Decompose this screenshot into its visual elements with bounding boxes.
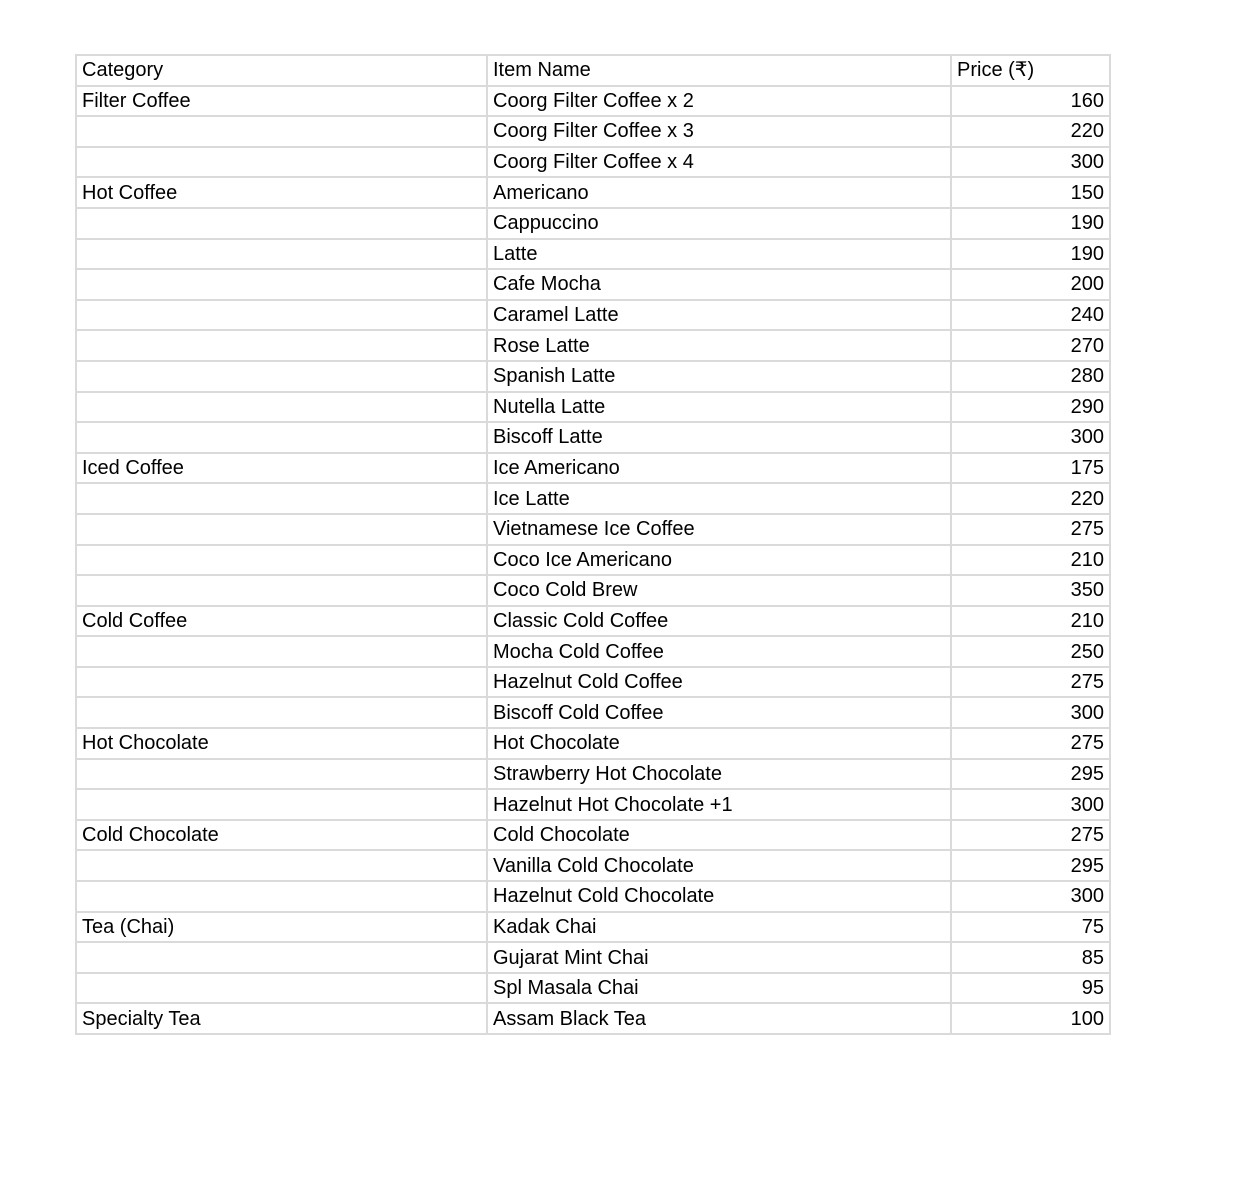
cell-price[interactable]: 300 [951, 881, 1110, 912]
cell-price[interactable]: 100 [951, 1003, 1110, 1034]
cell-price[interactable]: 300 [951, 147, 1110, 178]
table-row [76, 300, 1110, 331]
cell-item-name[interactable]: Spl Masala Chai [487, 973, 951, 1004]
cell-item-name[interactable]: Classic Cold Coffee [487, 606, 951, 637]
table-row [76, 789, 1110, 820]
table-row [76, 820, 1110, 851]
table-row [76, 361, 1110, 392]
cell-category[interactable] [76, 545, 487, 576]
cell-category[interactable] [76, 759, 487, 790]
cell-item-name[interactable]: Biscoff Cold Coffee [487, 697, 951, 728]
cell-item-name[interactable]: Ice Latte [487, 483, 951, 514]
cell-category[interactable] [76, 208, 487, 239]
cell-item-name[interactable]: Strawberry Hot Chocolate [487, 759, 951, 790]
table-row [76, 881, 1110, 912]
cell-item-name[interactable]: Biscoff Latte [487, 422, 951, 453]
cell-item-name[interactable]: Spanish Latte [487, 361, 951, 392]
cell-category[interactable]: Iced Coffee [76, 453, 487, 484]
cell-category[interactable] [76, 667, 487, 698]
cell-category[interactable] [76, 483, 487, 514]
cell-price[interactable]: 200 [951, 269, 1110, 300]
cell-item-name[interactable]: Vanilla Cold Chocolate [487, 850, 951, 881]
table-row [76, 453, 1110, 484]
cell-category[interactable] [76, 514, 487, 545]
menu-price-table [75, 54, 1111, 1035]
cell-price[interactable]: 300 [951, 697, 1110, 728]
cell-item-name[interactable]: Coco Ice Americano [487, 545, 951, 576]
cell-item-name[interactable]: Kadak Chai [487, 912, 951, 943]
cell-price[interactable]: 220 [951, 116, 1110, 147]
header-item-name[interactable]: Item Name [487, 55, 951, 86]
cell-price[interactable]: 95 [951, 973, 1110, 1004]
cell-category[interactable] [76, 697, 487, 728]
cell-category[interactable] [76, 392, 487, 423]
cell-price[interactable]: 275 [951, 667, 1110, 698]
cell-price[interactable]: 275 [951, 820, 1110, 851]
cell-price[interactable]: 175 [951, 453, 1110, 484]
table-row [76, 514, 1110, 545]
cell-price[interactable]: 150 [951, 177, 1110, 208]
cell-price[interactable]: 190 [951, 208, 1110, 239]
cell-item-name[interactable]: Latte [487, 239, 951, 270]
cell-category[interactable]: Cold Coffee [76, 606, 487, 637]
table-row [76, 697, 1110, 728]
table-row [76, 177, 1110, 208]
cell-item-name[interactable]: Cafe Mocha [487, 269, 951, 300]
cell-price[interactable]: 280 [951, 361, 1110, 392]
table-row [76, 208, 1110, 239]
cell-category[interactable]: Tea (Chai) [76, 912, 487, 943]
cell-price[interactable]: 210 [951, 606, 1110, 637]
cell-price[interactable]: 290 [951, 392, 1110, 423]
table-row [76, 422, 1110, 453]
table-row [76, 483, 1110, 514]
cell-item-name[interactable]: Cappuccino [487, 208, 951, 239]
table-row [76, 86, 1110, 117]
table-row [76, 850, 1110, 881]
table-row [76, 759, 1110, 790]
cell-category[interactable]: Filter Coffee [76, 86, 487, 117]
cell-item-name[interactable]: Coorg Filter Coffee x 3 [487, 116, 951, 147]
cell-category[interactable]: Hot Coffee [76, 177, 487, 208]
cell-category[interactable] [76, 422, 487, 453]
cell-item-name[interactable]: Caramel Latte [487, 300, 951, 331]
table-row [76, 330, 1110, 361]
table-row [76, 606, 1110, 637]
table-row [76, 973, 1110, 1004]
cell-category[interactable] [76, 850, 487, 881]
table-row [76, 269, 1110, 300]
cell-price[interactable]: 275 [951, 514, 1110, 545]
cell-item-name[interactable]: Coorg Filter Coffee x 4 [487, 147, 951, 178]
cell-item-name[interactable]: Hazelnut Cold Coffee [487, 667, 951, 698]
cell-price[interactable]: 270 [951, 330, 1110, 361]
cell-category[interactable] [76, 147, 487, 178]
cell-price[interactable]: 75 [951, 912, 1110, 943]
cell-item-name[interactable]: Vietnamese Ice Coffee [487, 514, 951, 545]
table-header-row [76, 55, 1110, 86]
cell-item-name[interactable]: Coco Cold Brew [487, 575, 951, 606]
cell-price[interactable]: 295 [951, 759, 1110, 790]
table-row [76, 116, 1110, 147]
table-row [76, 545, 1110, 576]
cell-category[interactable] [76, 361, 487, 392]
cell-category[interactable] [76, 973, 487, 1004]
cell-item-name[interactable]: Assam Black Tea [487, 1003, 951, 1034]
table-row [76, 1003, 1110, 1034]
table-row [76, 667, 1110, 698]
cell-item-name[interactable]: Rose Latte [487, 330, 951, 361]
cell-category[interactable] [76, 116, 487, 147]
cell-category[interactable] [76, 300, 487, 331]
cell-item-name[interactable]: Gujarat Mint Chai [487, 942, 951, 973]
cell-price[interactable]: 240 [951, 300, 1110, 331]
cell-price[interactable]: 295 [951, 850, 1110, 881]
table-row [76, 728, 1110, 759]
table-row [76, 147, 1110, 178]
cell-item-name[interactable]: Hazelnut Cold Chocolate [487, 881, 951, 912]
cell-item-name[interactable]: Hot Chocolate [487, 728, 951, 759]
table-row [76, 942, 1110, 973]
cell-category[interactable]: Hot Chocolate [76, 728, 487, 759]
cell-category[interactable] [76, 881, 487, 912]
cell-category[interactable] [76, 942, 487, 973]
cell-item-name[interactable]: Americano [487, 177, 951, 208]
cell-category[interactable] [76, 636, 487, 667]
cell-item-name[interactable]: Ice Americano [487, 453, 951, 484]
cell-price[interactable]: 160 [951, 86, 1110, 117]
cell-price[interactable]: 300 [951, 789, 1110, 820]
table-row [76, 239, 1110, 270]
cell-category[interactable] [76, 239, 487, 270]
cell-category[interactable] [76, 269, 487, 300]
cell-price[interactable]: 250 [951, 636, 1110, 667]
cell-item-name[interactable]: Nutella Latte [487, 392, 951, 423]
header-category[interactable]: Category [76, 55, 487, 86]
table-body [76, 86, 1110, 1034]
table-row [76, 636, 1110, 667]
table-row [76, 392, 1110, 423]
table-row [76, 912, 1110, 943]
cell-item-name[interactable]: Coorg Filter Coffee x 2 [487, 86, 951, 117]
table-row [76, 575, 1110, 606]
cell-category[interactable] [76, 789, 487, 820]
cell-item-name[interactable]: Mocha Cold Coffee [487, 636, 951, 667]
cell-category[interactable] [76, 575, 487, 606]
cell-category[interactable]: Cold Chocolate [76, 820, 487, 851]
cell-price[interactable]: 350 [951, 575, 1110, 606]
cell-price[interactable]: 85 [951, 942, 1110, 973]
cell-price[interactable]: 300 [951, 422, 1110, 453]
cell-category[interactable] [76, 330, 487, 361]
cell-price[interactable]: 210 [951, 545, 1110, 576]
cell-price[interactable]: 190 [951, 239, 1110, 270]
cell-category[interactable]: Specialty Tea [76, 1003, 487, 1034]
cell-item-name[interactable]: Hazelnut Hot Chocolate +1 [487, 789, 951, 820]
cell-price[interactable]: 220 [951, 483, 1110, 514]
cell-item-name[interactable]: Cold Chocolate [487, 820, 951, 851]
cell-price[interactable]: 275 [951, 728, 1110, 759]
header-price[interactable]: Price (₹) [951, 55, 1110, 86]
